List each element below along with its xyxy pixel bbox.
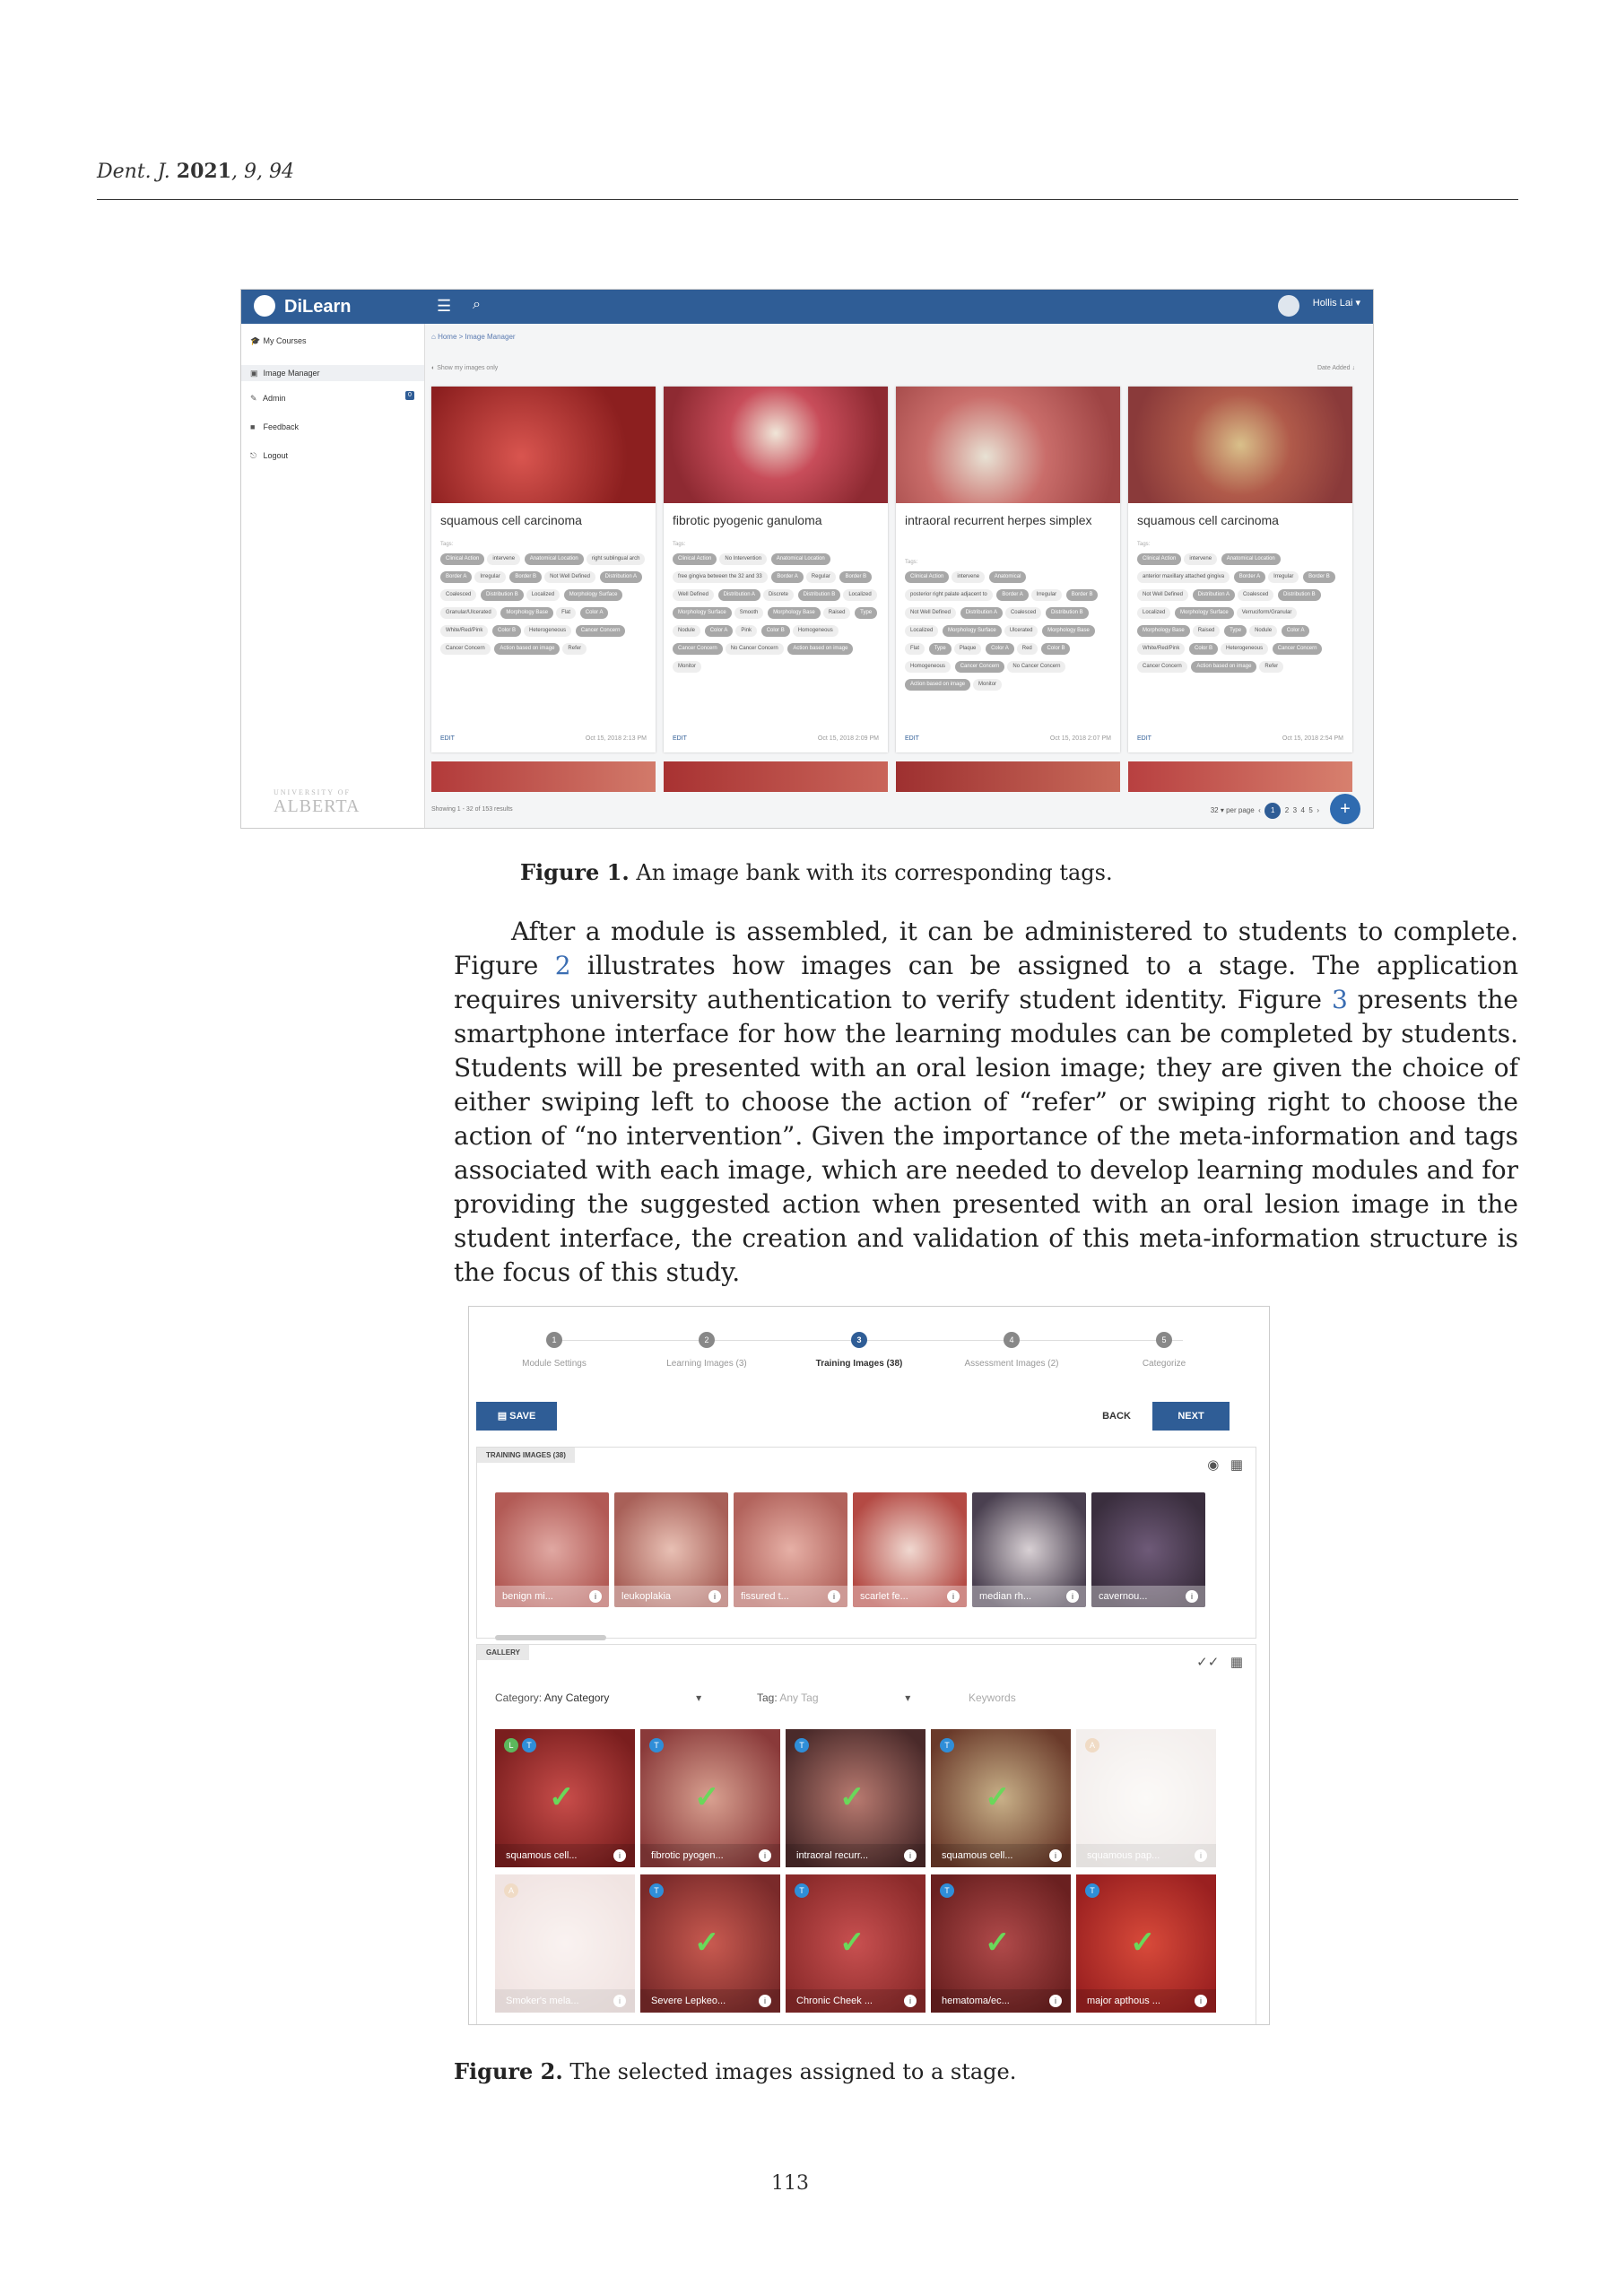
info-icon[interactable]: i — [759, 1995, 771, 2007]
tag-key[interactable]: Distribution A — [718, 589, 760, 601]
training-badge-icon: T — [522, 1738, 536, 1752]
tag-value: Cancer Concern — [440, 643, 491, 655]
training-image[interactable] — [734, 1492, 847, 1607]
training-image[interactable] — [495, 1492, 609, 1607]
gallery-image[interactable] — [931, 1729, 1071, 1867]
tag-key[interactable]: Color A — [705, 625, 734, 637]
tag-key[interactable]: Type — [855, 607, 877, 619]
info-icon[interactable]: i — [904, 1849, 917, 1862]
tag-value: Well Defined — [673, 589, 714, 601]
tag-value: No Cancer Concern — [726, 643, 784, 655]
tag-key[interactable]: Color B — [492, 625, 521, 637]
info-icon[interactable]: i — [947, 1590, 960, 1603]
tag-value: Coalesced — [1238, 589, 1273, 601]
step-label: Module Settings — [522, 1359, 587, 1369]
training-badge-icon: T — [649, 1738, 664, 1752]
page-link[interactable]: 1 — [1264, 803, 1281, 819]
tag-key[interactable]: Color A — [1282, 625, 1310, 637]
tag-key[interactable]: Type — [1224, 625, 1247, 637]
gallery-image[interactable] — [495, 1874, 635, 2013]
tag-key[interactable]: Anatomical Location — [525, 553, 584, 565]
sidebar-item-feedback[interactable]: ■ Feedback — [250, 422, 300, 431]
gallery-image[interactable] — [786, 1874, 926, 2013]
check-icon: ✓ — [985, 1780, 1011, 1814]
image-label: intraoral recurr... — [786, 1844, 926, 1867]
tag-value: White/Red/Pink — [1137, 643, 1185, 655]
check-icon: ✓ — [694, 1780, 720, 1814]
training-image[interactable] — [1091, 1492, 1205, 1607]
tag-value: Irregular — [1268, 571, 1299, 583]
page-link[interactable]: 3 — [1292, 806, 1298, 814]
card-title: intraoral recurrent herpes simplex — [905, 513, 1092, 527]
tag-value: Verruciform/Granular — [1237, 607, 1298, 619]
tag-value: anterior maxillary attached gingiva — [1137, 571, 1230, 583]
edit-button[interactable]: EDIT — [440, 735, 455, 742]
back-button[interactable]: BACK — [1102, 1411, 1131, 1422]
info-icon[interactable]: i — [613, 1995, 626, 2007]
info-icon[interactable]: i — [1195, 1849, 1207, 1862]
tag-key[interactable]: Cancer Concern — [576, 625, 626, 637]
step-label: Learning Images (3) — [666, 1359, 747, 1369]
figure-1-screenshot — [240, 289, 1374, 829]
tag-key[interactable]: Distribution B — [1046, 607, 1089, 619]
image-card-preview[interactable] — [1128, 761, 1352, 792]
check-icon: ✓ — [549, 1780, 575, 1814]
save-icon: ▤ — [497, 1411, 508, 1422]
tag-key[interactable]: Distribution A — [1193, 589, 1235, 601]
page-link[interactable]: 4 — [1300, 806, 1305, 814]
tag-key[interactable]: Clinical Action — [440, 553, 484, 565]
tag-key[interactable]: Border B — [509, 571, 542, 583]
sidebar-item-my-courses[interactable]: 🎓 My Courses — [250, 336, 307, 345]
results-count: Showing 1 - 32 of 153 results — [431, 806, 513, 813]
tag-value: Coalesced — [1005, 607, 1041, 619]
image-label: squamous pap... — [1076, 1844, 1216, 1867]
tag-value: Ulcerated — [1004, 625, 1038, 637]
tag-value: Pink — [735, 625, 757, 637]
sort-date-added[interactable]: Date Added ↓ — [1317, 365, 1355, 371]
tag-list — [1137, 539, 1345, 675]
running-header: Dent. J. 2021, 9, 94 — [97, 160, 294, 183]
image-card-preview[interactable] — [431, 761, 656, 792]
sidebar-item-admin[interactable]: ✎ Admin — [250, 394, 286, 403]
step-number: 2 — [699, 1332, 715, 1348]
training-badge-icon: T — [940, 1738, 954, 1752]
tag-list — [905, 557, 1113, 693]
stepper-step[interactable] — [935, 1332, 1088, 1369]
chevron-right-icon[interactable]: › — [1317, 806, 1319, 814]
image-label: scarlet fe... — [853, 1586, 967, 1607]
lesion-image[interactable] — [664, 387, 888, 503]
tag-value: Red — [1017, 643, 1038, 655]
toggle-icon: ◐ — [431, 365, 436, 371]
info-icon[interactable]: i — [589, 1590, 602, 1603]
tag-key[interactable]: Morphology Surface — [673, 607, 732, 619]
tag-value: Nodule — [673, 625, 700, 637]
gallery-image[interactable] — [495, 1729, 635, 1867]
gallery-image[interactable] — [640, 1729, 780, 1867]
menu-icon[interactable]: ☰ — [437, 297, 452, 315]
tag-value: Localized — [526, 589, 560, 601]
sidebar — [241, 324, 425, 828]
tag-value: Raised — [1193, 625, 1221, 637]
sidebar-item-image-manager[interactable]: ▣ Image Manager — [241, 365, 424, 381]
tag-key[interactable]: Color B — [1189, 643, 1218, 655]
tag-list — [440, 539, 648, 657]
info-icon[interactable]: i — [1186, 1590, 1198, 1603]
edit-button[interactable]: EDIT — [673, 735, 687, 742]
figure-2-link[interactable]: 2 — [554, 951, 571, 980]
tag-value: posterior right palate adjacent to — [905, 589, 993, 601]
tag-key[interactable]: Action based on image — [1191, 661, 1256, 673]
card-title: squamous cell carcinoma — [1137, 513, 1279, 527]
card-date: Oct 15, 2018 2:13 PM — [585, 735, 647, 742]
image-card[interactable] — [1128, 387, 1352, 752]
tag-key[interactable]: Morphology Surface — [564, 589, 623, 601]
grid-icon[interactable]: ▦ — [1230, 1655, 1243, 1670]
stepper-step[interactable] — [478, 1332, 630, 1369]
tag-value: White/Red/Pink — [440, 625, 488, 637]
tag-value: Raised — [823, 607, 851, 619]
check-icon: ✓ — [1130, 1926, 1156, 1960]
gallery-image[interactable] — [931, 1874, 1071, 2013]
tag-value: Granular/Ulcerated — [440, 607, 497, 619]
image-label: fibrotic pyogen... — [640, 1844, 780, 1867]
image-label: major apthous ... — [1076, 1989, 1216, 2013]
tag-key[interactable]: Cancer Concern — [673, 643, 723, 655]
image-label: hematoma/ec... — [931, 1989, 1071, 2013]
tag-value: Refer — [1259, 661, 1283, 673]
page-number: 113 — [771, 2172, 809, 2195]
training-image[interactable] — [614, 1492, 728, 1607]
tag-key[interactable]: Distribution A — [600, 571, 642, 583]
training-badge-icon: T — [795, 1883, 809, 1898]
avatar[interactable] — [1278, 295, 1299, 317]
info-icon[interactable]: i — [1195, 1995, 1207, 2007]
tag-value: Localized — [905, 625, 938, 637]
tag-value: Monitor — [973, 679, 1002, 691]
step-label: Assessment Images (2) — [964, 1359, 1059, 1369]
tag-key[interactable]: Anatomical — [989, 571, 1027, 583]
per-page-select[interactable]: 32 ▾ per page — [1210, 806, 1255, 814]
tags-label: Tags: — [440, 542, 454, 547]
tag-value: intervene — [487, 553, 520, 565]
image-card-preview[interactable] — [664, 761, 888, 792]
image-label: Smoker's mela... — [495, 1989, 635, 2013]
tag-key[interactable]: Distribution B — [481, 589, 524, 601]
add-image-button[interactable]: + — [1330, 794, 1360, 824]
training-image[interactable] — [853, 1492, 967, 1607]
body-paragraph: After a module is assembled, it can be administered to students to complete. Figure 2 illustrates how images can be assigned to a stage. The application requires university authentication to verify student identity. Figure 3 presents the smartphone interface for how the learning modules can be completed by students. Students will be presented with an oral lesion image; they are given the choice of either swiping left to choose the action of “refer” or swiping right to choose the action of “no intervention”. Given the importance of the meta-information and tags associated with each image, which are needed to develop learning modules and for providing the suggested action when presented with an oral lesion image in the student interface, the creation and validation of this meta-information structure is the focus of this study. — [454, 917, 1518, 1287]
figure-2-screenshot — [468, 1306, 1270, 2025]
card-date: Oct 15, 2018 2:09 PM — [817, 735, 879, 742]
stepper-step[interactable] — [783, 1332, 935, 1369]
tag-value: Irregular — [1031, 589, 1062, 601]
image-label: cavernou... — [1091, 1586, 1205, 1607]
tag-key[interactable]: Border A — [440, 571, 472, 583]
app-topbar — [241, 290, 1373, 324]
tag-value: Not Well Defined — [905, 607, 956, 619]
card-title: squamous cell carcinoma — [440, 513, 582, 527]
tag-value: Localized — [843, 589, 876, 601]
tag-key[interactable]: Clinical Action — [673, 553, 717, 565]
tag-key[interactable]: Anatomical Location — [771, 553, 830, 565]
breadcrumb[interactable]: ⌂ Home > Image Manager — [431, 333, 516, 341]
tag-value: Not Well Defined — [544, 571, 595, 583]
tag-select[interactable]: Tag: Any Tag ▾ — [757, 1692, 911, 1704]
tag-value: Irregular — [474, 571, 505, 583]
tag-value: right sublingual arch — [587, 553, 646, 565]
image-label: Chronic Cheek ... — [786, 1989, 926, 2013]
edit-button[interactable]: EDIT — [905, 735, 919, 742]
tag-value: intervene — [952, 571, 985, 583]
tag-key[interactable]: Color B — [761, 625, 790, 637]
card-date: Oct 15, 2018 2:54 PM — [1282, 735, 1343, 742]
gallery-image[interactable] — [1076, 1874, 1216, 2013]
tag-value: No Intervention — [719, 553, 767, 565]
lesion-image[interactable] — [431, 387, 656, 503]
info-icon[interactable]: i — [904, 1995, 917, 2007]
tag-key[interactable]: Cancer Concern — [955, 661, 1005, 673]
step-label: Categorize — [1142, 1359, 1186, 1369]
chevron-down-icon: ▾ — [696, 1692, 702, 1704]
pagination[interactable] — [1211, 803, 1319, 819]
stepper-step[interactable] — [1088, 1332, 1240, 1369]
tag-value: No Cancer Concern — [1007, 661, 1065, 673]
tag-key[interactable]: Border A — [996, 589, 1028, 601]
training-badge-icon: T — [1085, 1883, 1099, 1898]
step-number: 3 — [851, 1332, 867, 1348]
tag-value: Smooth — [734, 607, 764, 619]
info-icon[interactable]: i — [759, 1849, 771, 1862]
tag-key[interactable]: Color A — [580, 607, 609, 619]
tag-value: Nodule — [1249, 625, 1277, 637]
check-icon: ✓ — [839, 1926, 865, 1960]
image-card[interactable] — [896, 387, 1120, 752]
app-brand: DiLearn — [284, 297, 352, 317]
tag-value: Coalesced — [440, 589, 476, 601]
step-number: 4 — [1004, 1332, 1020, 1348]
tag-value: Localized — [1137, 607, 1170, 619]
tag-value: free gingiva between the 32 and 33 — [673, 571, 768, 583]
volume: 9 — [244, 161, 256, 183]
tag-value: Flat — [556, 607, 576, 619]
tag-key[interactable]: Morphology Base — [500, 607, 553, 619]
grid-icon[interactable]: ▦ — [1230, 1457, 1243, 1473]
tag-value: Flat — [905, 643, 925, 655]
university-logo: UNIVERSITY OF ALBERTA — [274, 788, 361, 816]
check-icon: ✓ — [985, 1926, 1011, 1960]
tag-value: Homogeneous — [793, 625, 839, 637]
training-badge-icon: T — [940, 1883, 954, 1898]
image-card[interactable] — [664, 387, 888, 752]
figure-3-link[interactable]: 3 — [1331, 985, 1348, 1014]
info-icon[interactable]: i — [1066, 1590, 1079, 1603]
chevron-left-icon[interactable]: ‹ — [1258, 806, 1261, 814]
assessment-badge-icon: A — [1085, 1738, 1099, 1752]
tag-key[interactable]: Action based on image — [494, 643, 560, 655]
keywords-input[interactable]: Keywords — [969, 1692, 1016, 1704]
tag-key[interactable]: Border B — [1303, 571, 1335, 583]
tag-key[interactable]: Color B — [1041, 643, 1070, 655]
image-label: leukoplakia — [614, 1586, 728, 1607]
training-image[interactable] — [972, 1492, 1086, 1607]
tag-key[interactable]: Clinical Action — [1137, 553, 1181, 565]
tag-value: Heterogeneous — [1221, 643, 1268, 655]
user-name[interactable]: Hollis Lai ▾ — [1312, 298, 1360, 309]
tag-value: Homogeneous — [905, 661, 951, 673]
tag-value: Monitor — [673, 661, 701, 673]
tag-key[interactable]: Morphology Surface — [1175, 607, 1234, 619]
search-icon[interactable]: ⌕ — [473, 297, 481, 312]
tag-value: Refer — [562, 643, 587, 655]
info-icon[interactable]: i — [1049, 1995, 1062, 2007]
training-badge-icon: T — [649, 1883, 664, 1898]
article-number: 94 — [269, 161, 294, 183]
tag-key[interactable]: Action based on image — [905, 679, 970, 691]
show-my-images-toggle[interactable]: ◐ Show my images only — [431, 365, 499, 371]
tag-key[interactable]: Morphology Surface — [943, 625, 1002, 637]
eye-icon[interactable]: ◉ — [1207, 1457, 1220, 1473]
tags-label: Tags: — [673, 542, 686, 547]
learning-badge-icon: L — [504, 1738, 518, 1752]
double-check-icon[interactable]: ✓✓ — [1196, 1655, 1220, 1670]
graduation-cap-icon: 🎓 — [250, 336, 261, 345]
tag-key[interactable]: Clinical Action — [905, 571, 949, 583]
tag-key[interactable]: Distribution A — [960, 607, 1003, 619]
tag-value: Discrete — [763, 589, 794, 601]
sidebar-item-logout[interactable]: ⎋ Logout — [250, 451, 289, 460]
tag-key[interactable]: Action based on image — [787, 643, 853, 655]
tag-key[interactable]: Border A — [771, 571, 803, 583]
gallery-image[interactable] — [786, 1729, 926, 1867]
feedback-icon: ■ — [250, 422, 256, 431]
step-number: 5 — [1156, 1332, 1172, 1348]
wrench-icon: ✎ — [250, 394, 257, 403]
tag-key[interactable]: Color A — [986, 643, 1014, 655]
tags-label: Tags: — [905, 560, 918, 565]
image-label: squamous cell... — [931, 1844, 1071, 1867]
tag-key[interactable]: Morphology Base — [1042, 625, 1095, 637]
logout-icon: ⎋ — [250, 451, 257, 460]
card-date: Oct 15, 2018 2:07 PM — [1049, 735, 1111, 742]
figure-1-caption: Figure 1. An image bank with its corresponding tags. — [520, 859, 1113, 885]
image-label: median rh... — [972, 1586, 1086, 1607]
dilearn-logo-icon — [254, 295, 275, 317]
tag-key[interactable]: Morphology Base — [768, 607, 821, 619]
gallery-panel — [476, 1644, 1256, 2025]
tag-key[interactable]: Distribution B — [1278, 589, 1321, 601]
card-title: fibrotic pyogenic ganuloma — [673, 513, 822, 527]
tag-key[interactable]: Anatomical Location — [1221, 553, 1281, 565]
tag-key[interactable]: Border B — [839, 571, 872, 583]
tag-key[interactable]: Border B — [1066, 589, 1099, 601]
lesion-image[interactable] — [896, 387, 1120, 503]
image-card[interactable] — [431, 387, 656, 752]
tag-value: Heterogeneous — [524, 625, 571, 637]
tag-value: Regular — [806, 571, 836, 583]
stepper-step[interactable] — [630, 1332, 783, 1369]
image-label: Severe Lepkeo... — [640, 1989, 780, 2013]
image-card-preview[interactable] — [896, 761, 1120, 792]
gallery-image[interactable] — [1076, 1729, 1216, 1867]
figure-2-caption: Figure 2. The selected images assigned to a stage. — [454, 2058, 1017, 2084]
tag-key[interactable]: Border A — [1234, 571, 1265, 583]
tags-label: Tags: — [1137, 542, 1151, 547]
tag-list — [673, 539, 881, 675]
tag-key[interactable]: Morphology Base — [1137, 625, 1190, 637]
tag-key[interactable]: Type — [929, 643, 952, 655]
journal-name: Dent. J. — [97, 161, 170, 183]
page-link[interactable]: 5 — [1308, 806, 1313, 814]
image-label: squamous cell... — [495, 1844, 635, 1867]
page-link[interactable]: 2 — [1284, 806, 1290, 814]
scrollbar[interactable] — [495, 1635, 606, 1640]
assessment-badge-icon: A — [504, 1883, 518, 1898]
category-select[interactable]: Category: Any Category ▾ — [495, 1692, 702, 1704]
training-images-panel — [476, 1447, 1256, 1639]
edit-button[interactable]: EDIT — [1137, 735, 1151, 742]
info-icon[interactable]: i — [828, 1590, 840, 1603]
tag-value: Plaque — [954, 643, 982, 655]
image-label: fissured t... — [734, 1586, 847, 1607]
tag-value: Not Well Defined — [1137, 589, 1188, 601]
image-label: benign mi... — [495, 1586, 609, 1607]
panel-title: TRAINING IMAGES (38) — [477, 1448, 575, 1463]
step-label: Training Images (38) — [815, 1359, 903, 1369]
training-badge-icon: T — [795, 1738, 809, 1752]
admin-badge: 0 — [405, 391, 414, 400]
year: 2021 — [176, 160, 231, 183]
lesion-image[interactable] — [1128, 387, 1352, 503]
tag-key[interactable]: Distribution B — [798, 589, 841, 601]
chevron-down-icon: ▾ — [905, 1692, 911, 1704]
tag-key[interactable]: Cancer Concern — [1273, 643, 1323, 655]
tag-value: intervene — [1184, 553, 1217, 565]
home-icon: ⌂ — [431, 333, 436, 341]
info-icon[interactable]: i — [613, 1849, 626, 1862]
header-rule — [97, 199, 1518, 200]
image-icon: ▣ — [250, 369, 258, 378]
step-number: 1 — [546, 1332, 562, 1348]
next-button[interactable]: NEXT — [1152, 1402, 1230, 1431]
panel-title: GALLERY — [477, 1645, 529, 1660]
info-icon[interactable]: i — [708, 1590, 721, 1603]
gallery-image[interactable] — [640, 1874, 780, 2013]
info-icon[interactable]: i — [1049, 1849, 1062, 1862]
check-icon: ✓ — [694, 1926, 720, 1960]
save-button[interactable]: ▤ SAVE — [476, 1402, 557, 1431]
check-icon: ✓ — [839, 1780, 865, 1814]
tag-value: Cancer Concern — [1137, 661, 1187, 673]
